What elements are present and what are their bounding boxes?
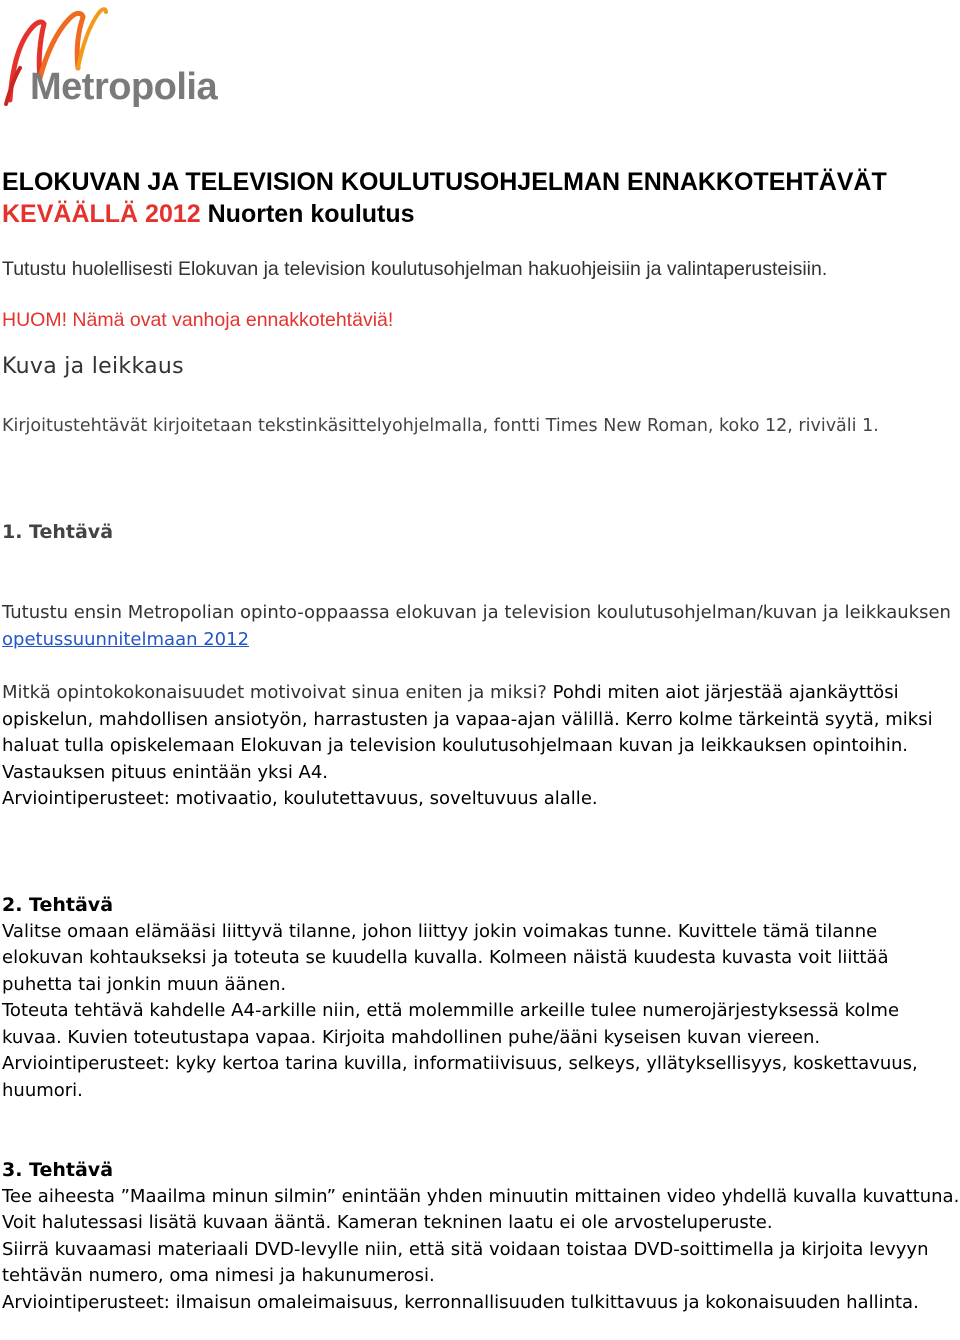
task-2-paragraph-1: Valitse omaan elämääsi liittyvä tilanne, johon liittyy jokin voimakas tunne. Kuvittele tämä tilanne elokuvan kohtaukseksi ja toteuta se kuudella kuvalla. Kolmeen näistä kuudesta kuvasta voit liittää puhetta tai jonkin muun äänen. <box>2 920 889 995</box>
title-line-2 <box>2 198 887 230</box>
task-1-body <box>2 680 960 813</box>
task-2 <box>2 892 960 1104</box>
task-1-intro <box>2 600 957 653</box>
title-line-1: ELOKUVAN JA TELEVISION KOULUTUSOHJELMAN ENNAKKOTEHTÄVÄT <box>2 168 887 196</box>
curriculum-link[interactable]: opetussuunnitelmaan 2012 <box>2 628 250 650</box>
page-title <box>2 166 887 230</box>
task-1-length: Vastauksen pituus enintään yksi A4. <box>2 761 329 783</box>
logo-wordmark: Metropolia <box>30 66 218 108</box>
task-3-criteria: Arviointiperusteet: ilmaisun omaleimaisuus, kerronnallisuuden tulkittavuus ja kokonaisuuden hallinta. <box>2 1291 919 1313</box>
task-1-question-black: Pohdi miten aiot järjestää ajankäyttösi opiskelun, mahdollisen ansiotyön, harrastusten ja vapaa-ajan välillä. Kerro kolme tärkeintä syytä, miksi haluat tulla opiskelemaan Elokuvan ja television koulutusohjelmaan kuvan ja leikkauksen opintoihin. <box>2 682 933 756</box>
task-3-heading: 3. Tehtävä <box>2 1159 114 1181</box>
task-3 <box>2 1157 960 1316</box>
task-3-paragraph-2: Siirrä kuvaamasi materiaali DVD-levylle niin, että sitä voidaan toistaa DVD-soittimella ja kirjoita levyyn tehtävän numero, oma nimesi ja hakunumerosi. <box>2 1238 929 1286</box>
task-2-heading: 2. Tehtävä <box>2 894 114 916</box>
task-2-criteria: Arviointiperusteet: kyky kertoa tarina kuvilla, informatiivisuus, selkeys, yllätyksellisyys, koskettavuus, huumori. <box>2 1053 918 1101</box>
section-title: Kuva ja leikkaus <box>2 354 184 379</box>
intro-text: Tutustu huolellisesti Elokuvan ja television koulutusohjelman hakuohjeisiin ja valintaperusteisiin. <box>2 258 828 280</box>
task-3-paragraph-1: Tee aiheesta ”Maailma minun silmin” enintään yhden minuutin mittainen video yhdellä kuvalla kuvattuna. Voit halutessasi lisätä kuvaan ääntä. Kameran tekninen laatu ei ole arvosteluperuste. <box>2 1185 960 1233</box>
format-note: Kirjoitustehtävät kirjoitetaan tekstinkäsittelyohjelmalla, fontti Times New Roman, koko 12, riviväli 1. <box>2 416 879 436</box>
task-1-heading: 1. Tehtävä <box>2 521 114 543</box>
task-1-criteria: Arviointiperusteet: motivaatio, koulutettavuus, soveltuvuus alalle. <box>2 788 598 809</box>
task-1-questions <box>2 680 960 760</box>
metropolia-logo <box>0 0 218 120</box>
task-1-intro-text: Tutustu ensin Metropolian opinto-oppaassa elokuvan ja television koulutusohjelman/kuvan ja leikkauksen <box>2 602 951 623</box>
task-1-question-grey: Mitkä opintokokonaisuudet motivoivat sinua eniten ja miksi? <box>2 682 547 703</box>
task-2-paragraph-2: Toteuta tehtävä kahdelle A4-arkille niin, että molemmille arkeille tulee numerojärjestyksessä kolme kuvaa. Kuvien toteutustapa vapaa. Kirjoita mahdollinen puhe/ääni kyseisen kuvan viereen. <box>2 1000 900 1048</box>
title-program: Nuorten koulutus <box>207 200 415 228</box>
old-tasks-notice: HUOM! Nämä ovat vanhoja ennakkotehtäviä! <box>2 309 394 331</box>
title-season: KEVÄÄLLÄ 2012 <box>2 200 201 228</box>
